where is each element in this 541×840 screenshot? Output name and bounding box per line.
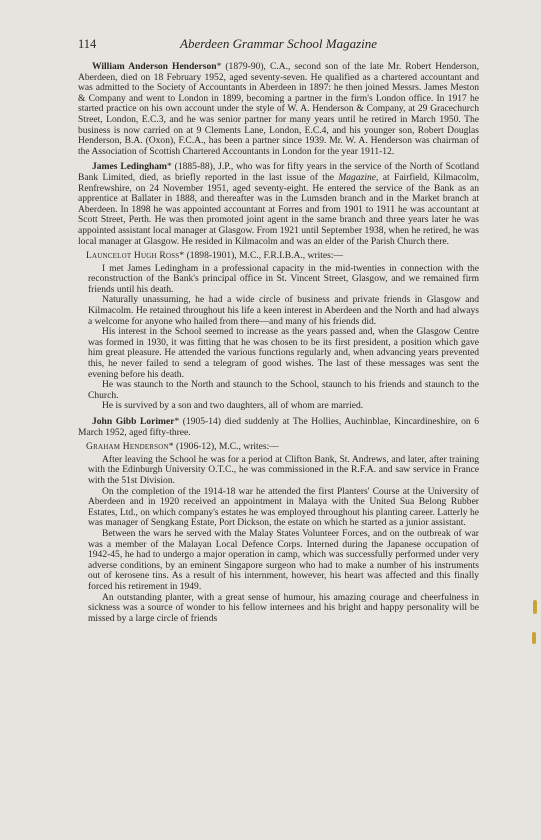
tribute-author-detail: * (1906-12), M.C., writes:— <box>168 441 279 453</box>
page-number: 114 <box>78 37 97 51</box>
tribute-paragraph: On the completion of the 1914-18 war he attended the first Planters' Course at the University of Aberdeen and in 1920 received an appointment in Malaya with the United Sua Belong Rubber Estates, Ltd., on which company's estates he was employed throughout his planting career. Latterly he was manager of Sengkang Estate, Port Dickson, the estate on which he started as a junior assistant. <box>88 485 479 529</box>
tribute-paragraph: He is survived by a son and two daughters, all of whom are married. <box>102 400 364 412</box>
obituary-lorimer <box>78 417 479 438</box>
tribute-byline <box>78 442 479 453</box>
obituary-name: William Anderson Henderson <box>92 61 217 72</box>
page-body <box>78 62 479 624</box>
tribute-author-detail: * (1898-1901), M.C., F.R.I.B.A., writes:— <box>179 250 344 262</box>
tribute-paragraph: An outstanding planter, with a great sense of humour, his amazing courage and cheerfulness in sickness was a source of wonder to his fellow internees and his bright and happy personality will be missed by a large circle of friends <box>88 591 479 624</box>
obituary-henderson <box>78 62 479 157</box>
obituary-text: * (1905-14) died suddenly at The Hollies, Auchinblae, Kincardineshire, on 6 March 1952, aged fifty-three. <box>78 416 479 438</box>
magazine-title: Magazine <box>338 171 376 183</box>
margin-ink-mark <box>532 632 536 644</box>
obituary-text: * (1885-88), J.P., who was for fifty years in the service of the North of Scotland Bank Limited, died, as briefly reported in the last issue of the <box>78 161 479 183</box>
obituary-ledingham <box>78 162 479 247</box>
obituary-text: * (1879-90), C.A., second son of the late Mr. Robert Henderson, Aberdeen, died on 18 February 1952, aged seventy-seven. He qualified as a chartered accountant and was admitted to the Society of Accountants in Aberdeen in 1897: he then joined Messrs. James Meston & Company and went to London in 1899, becoming a partner in the firm's London office. In 1917 he started practice on his own account under the style of W. A. Henderson & Company, at 29 Gracechurch Street, London, E.C.3, and he was senior partner for many years until he retired in March 1950. The business is now carried on at 9 Clements Lane, London, E.C.4, and his younger son, Robert Douglas Henderson, B.A. (Oxon), F.C.A., has been a partner since 1939. Mr. W. A. Henderson was chairman of the Association of Scottish Chartered Accountants in London for the year 1911-12. <box>78 61 479 157</box>
running-title: Aberdeen Grammar School Magazine <box>180 36 378 51</box>
margin-ink-mark <box>533 600 537 614</box>
tribute-author-name: Graham Henderson <box>86 441 169 453</box>
obituary-name: John Gibb Lorimer <box>92 416 175 427</box>
tribute-paragraph: His interest in the School seemed to increase as the years passed and, when the Glasgow Centre was formed in 1930, it was fitting that he was chosen to be its first president, a position which gave him great pleasure. He attended the various functions regularly and, when advancing years prevented this, he never failed to send a telegram of good wishes. The last of these messages was sent the evening before his death. <box>88 326 479 380</box>
tribute-lorimer <box>78 455 479 625</box>
tribute-paragraph: Between the wars he served with the Malay States Volunteer Forces, and on the outbreak of war was a member of the Malayan Local Defence Corps. Interned during the Japanese occupation of 1942-45, he had to undergo a major operation in camp, which was successfully performed under very adverse conditions, by an eminent Singapore surgeon who had to make a number of his instruments out of kerosene tins. As a result of his internment, however, his heart was affected and this finally forced his retirement in 1949. <box>88 527 479 592</box>
tribute-paragraph: He was staunch to the North and staunch to the School, staunch to his friends and staunch to the Church. <box>88 379 479 401</box>
tribute-paragraph: After leaving the School he was for a period at Clifton Bank, St. Andrews, and later, after training with the Edinburgh University O.T.C., he was commissioned in the R.F.A. and saw service in France with the 51st Division. <box>88 453 479 486</box>
tribute-author-name: Launcelot Hugh Ross <box>86 250 180 262</box>
obituary-name: James Ledingham <box>92 161 168 173</box>
tribute-ledingham <box>78 264 479 412</box>
tribute-paragraph: I met James Ledingham in a professional capacity in the mid-twenties in connection with the reconstruction of the Bank's principal office in St. Vincent Street, Glasgow, and we remained firm friends until his death. <box>88 262 479 295</box>
page-header <box>78 36 479 54</box>
tribute-byline <box>78 251 479 262</box>
tribute-paragraph: Naturally unassuming, he had a wide circle of business and private friends in Glasgow and Kilmacolm. He retained throughout his life a keen interest in Aberdeen and the North and had always a welcome for anyone who hailed from there—and many of his friends did. <box>88 294 479 327</box>
obituary-text: , at Fairfield, Kilmacolm, Renfrewshire, on 24 November 1951, aged seventy-eight. He entered the service of the Bank as an apprentice at Ballater in 1888, and thereafter was in the Lumsden branch and in the Market branch at Aberdeen. In 1898 he was appointed accountant at Forres and from 1901 to 1911 he was accountant at Scott Street, Perth. He was then promoted joint agent in the same branch and three years later he was appointed assistant local manager at Glasgow. From 1921 until September 1938, when he retired, he was local manager at Glasgow. He resided in Kilmacolm and was an elder of the Parish Church there. <box>78 171 479 247</box>
